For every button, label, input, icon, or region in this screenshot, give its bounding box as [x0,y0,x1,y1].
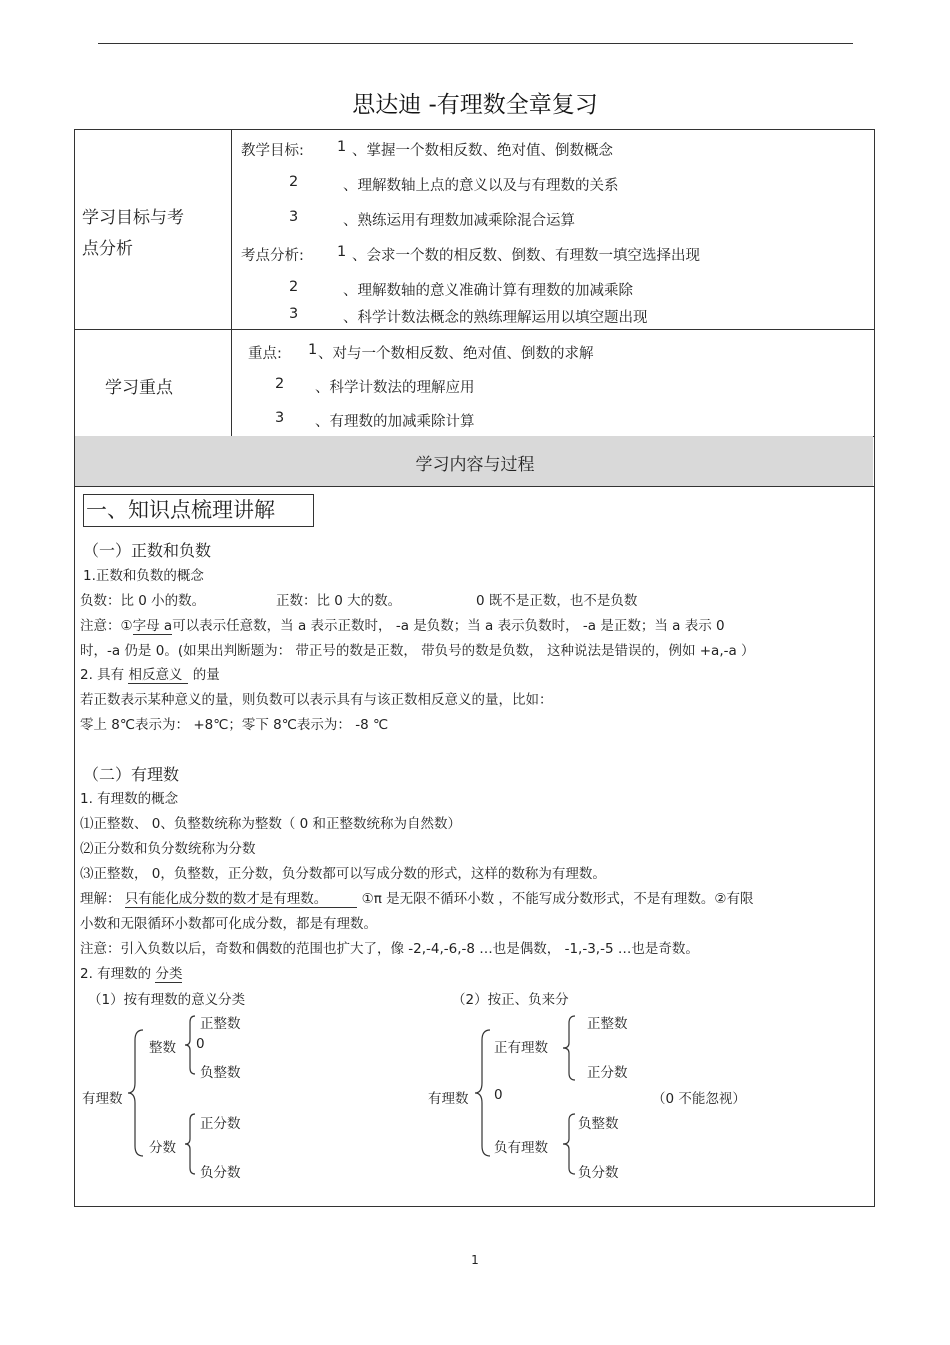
classification-underlined: 分类 [155,966,183,982]
class1-int-item-2: 0 [196,1036,205,1052]
goal-3-text: 、熟练运用有理数加减乘除混合运算 [343,213,575,229]
exam-1-num: 1 [337,244,347,260]
key-1-num: 1 [308,342,318,358]
sub2-suffix: 的量 [192,667,220,683]
goal-3-num: 3 [289,209,299,225]
goal-2-num: 2 [289,174,299,190]
temperature-line: 零上 8℃表示为： +8℃；零下 8℃表示为： -8 ℃ [80,717,389,733]
class2-zero-note: （0 不能忽视） [652,1091,746,1107]
exam-3-num: 3 [289,306,299,322]
table-row-divider-3 [74,486,875,487]
class1-fraction-brace [185,1114,197,1174]
opposite-line: 若正数表示某种意义的量，则负数可以表示具有与该正数相反意义的量，比如： [80,692,553,708]
note-rest: 可以表示任意数，当 a 表示正数时， -a 是负数；当 a 表示负数时， -a 是正数；当 a 表示 0 [172,618,725,634]
understand-line2: 小数和无限循环小数都可化成分数，都是有理数。 [80,916,377,932]
class2-title: （2）按正、负来分 [452,992,569,1008]
exam-3-text: 、科学计数法概念的熟练理解运用以填空题出现 [343,310,648,326]
page-title: 思达迪 -有理数全章复习 [352,92,598,118]
class2-pos-brace [563,1016,577,1080]
pos-def: 正数：比 0 大的数。 [276,593,402,609]
part2-line3: ⑶正整数， 0，负整数，正分数，负分数都可以写成分数的形式，这样的数称为有理数。 [80,866,606,882]
class1-fraction: 分数 [149,1140,176,1156]
understand-underlined: 只有能化成分数的数才是有理数。 [125,891,358,908]
part1-heading: （一）正数和负数 [83,541,212,560]
key-points-prefix: 重点: [248,346,282,362]
part2-sub2 [80,962,182,982]
note-line1 [80,614,725,634]
exam-1-text: 、会求一个数的相反数、倒数、有理数一填空选择出现 [352,248,700,264]
zero-def: 0 既不是正数，也不是负数 [476,593,638,609]
exam-prefix: 考点分析: [241,248,304,264]
class2-pos-item-1: 正整数 [587,1016,628,1032]
class2-zero: 0 [494,1087,503,1103]
key-points-label: 学习重点 [105,378,173,398]
note-letter-underlined: 字母 a [132,618,173,634]
key-2-num: 2 [275,376,285,392]
key-2-text: 、科学计数法的理解应用 [315,380,475,396]
part1-sub2 [80,663,220,683]
class2-root-brace [475,1030,495,1156]
page-number: 1 [471,1253,479,1267]
class1-title: （1）按有理数的意义分类 [88,992,246,1008]
understand-prefix: 理解： [80,891,121,907]
table-col-divider [231,129,232,436]
understand-line1 [80,887,754,907]
exam-2-text: 、理解数轴的意义准确计算有理数的加减乘除 [343,283,633,299]
class2-neg-item-2: 负分数 [578,1165,619,1181]
table-row-divider-1 [74,329,875,330]
note-line2: 时，-a 仍是 0。(如果出判断题为： 带正号的数是正数， 带负号的数是负数， 这种说法是错误的，例如 +a,-a ） [80,643,755,659]
class2-pos-item-2: 正分数 [587,1065,628,1081]
class1-frac-item-2: 负分数 [200,1165,241,1181]
top-rule [98,43,853,44]
understand-rest: ①π 是无限不循环小数 ，不能写成分数形式，不是有理数。②有限 [361,891,754,907]
teaching-goal-prefix: 教学目标: [241,143,304,159]
key-3-text: 、有理数的加减乘除计算 [315,414,475,430]
goal-2-text: 、理解数轴上点的意义以及与有理数的关系 [343,178,619,194]
class1-integer: 整数 [149,1040,176,1056]
part1-sub1: 1.正数和负数的概念 [83,568,204,584]
class2-neg-item-1: 负整数 [578,1116,619,1132]
class1-frac-item-1: 正分数 [200,1116,241,1132]
even-odd-note: 注意：引入负数以后，奇数和偶数的范围也扩大了，像 -2,-4,-6,-8 …也是偶数， -1,-3,-5 …也是奇数。 [80,941,699,957]
key-1-text: 、对与一个数相反数、绝对值、倒数的求解 [318,346,594,362]
part2-sub1: 1. 有理数的概念 [80,791,179,807]
class2-root: 有理数 [428,1091,469,1107]
class1-root: 有理数 [82,1091,123,1107]
class1-root-brace [128,1030,148,1156]
goal-1-num: 1 [337,139,347,155]
class1-int-item-1: 正整数 [200,1016,241,1032]
key-3-num: 3 [275,410,285,426]
objectives-label-line1: 学习目标与考 [82,208,184,228]
sub2-prefix: 2. 具有 [80,667,125,683]
neg-def: 负数：比 0 小的数。 [80,593,206,609]
class2-neg: 负有理数 [494,1140,548,1156]
goal-1-text: 、掌握一个数相反数、绝对值、倒数概念 [352,143,613,159]
part2-heading: （二）有理数 [83,765,180,784]
section-bar-label: 学习内容与过程 [415,455,535,475]
objectives-label-line2: 点分析 [82,239,133,259]
classification-prefix: 2. 有理数的 [80,966,152,982]
sub2-underlined: 相反意义 [128,667,188,684]
exam-2-num: 2 [289,279,299,295]
class1-int-item-3: 负整数 [200,1065,241,1081]
section1-heading: 一、知识点梳理讲解 [83,494,314,527]
part2-line1: ⑴正整数、 0、负整数统称为整数（ 0 和正整数统称为自然数） [80,816,462,832]
note-prefix: 注意：① [80,618,133,634]
part2-line2: ⑵正分数和负分数统称为分数 [80,841,256,857]
class2-neg-brace [563,1114,577,1174]
class2-pos: 正有理数 [494,1040,548,1056]
